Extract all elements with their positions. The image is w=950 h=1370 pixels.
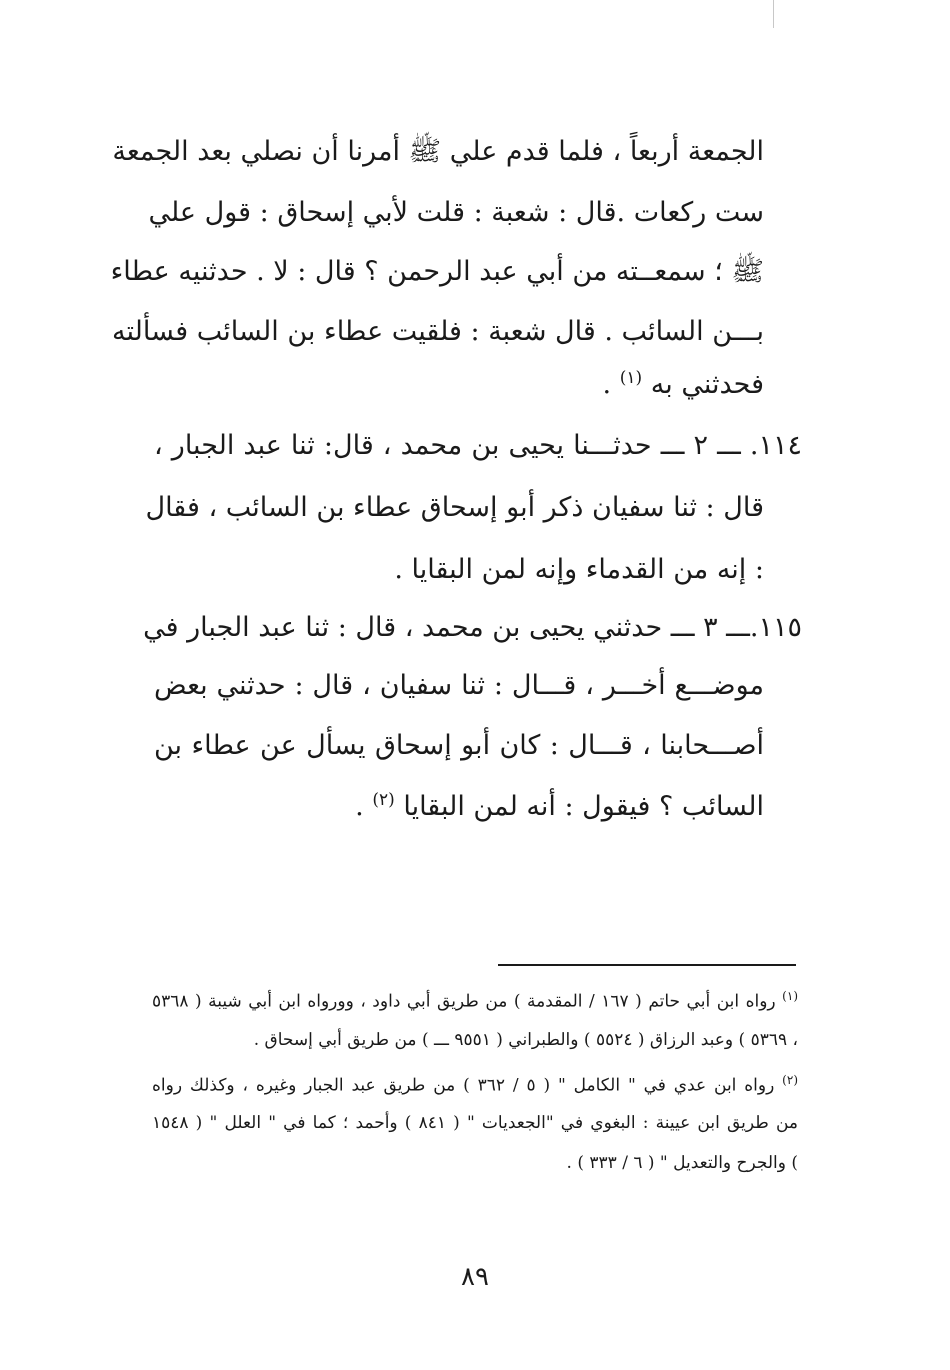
footnote-ref-2[interactable]: (٢): [372, 790, 395, 810]
footnote-1-text: رواه ابن أبي حاتم ( ١٦٧ / المقدمة ) من طريق أبي داود ، وورواه ابن أبي شيبة ( ٥٣٦٨: [152, 991, 776, 1012]
hadith-115-line-1: ١١٥.ـــ ٣ ـــ حدثني يحيى بن محمد ، قال : ثنا عبد الجبار في: [143, 612, 802, 643]
body-line-1: الجمعة أربعاً ، فلما قدم علي ﷺ أمرنا أن نصلي بعد الجمعة: [112, 136, 764, 167]
footnote-1-number: (١): [782, 989, 798, 1003]
hadith-114-line-3: : إنه من القدماء وإنه لمن البقايا .: [394, 554, 764, 585]
footnote-1-line-1: [152, 989, 798, 1012]
footnote-2-text: رواه ابن عدي في " الكامل " ( ٥ / ٣٦٢ ) من طريق عبد الجبار وغيره ، وكذلك رواه: [152, 1075, 775, 1096]
body-line-5-text: فحدثني به: [650, 369, 764, 400]
footnote-2-line-3: ) والجرح والتعديل " ( ٦ / ٣٣٣ ) .: [566, 1153, 798, 1173]
footnote-2-line-1: [152, 1073, 798, 1096]
footnote-ref-1[interactable]: (١): [619, 368, 643, 388]
hadith-115-line-4-tail: .: [355, 791, 364, 822]
hadith-115-line-3: أصـــحابنا ، قـــال : كان أبو إسحاق يسأل عن عطاء بن: [154, 730, 764, 761]
footnote-separator: [498, 964, 796, 966]
body-line-2: ست ركعات .قال : شعبة : قلت لأبي إسحاق : قول علي: [148, 197, 764, 228]
hadith-114-line-2: قال : ثنا سفيان ذكر أبو إسحاق عطاء بن السائب ، فقال: [145, 492, 764, 523]
body-line-5: [603, 368, 764, 400]
body-line-5-tail: .: [602, 369, 612, 400]
hadith-115-line-2: موضـــع أخـــر ، قـــال : ثنا سفيان ، قال : حدثني بعض: [154, 670, 764, 701]
footnote-2-line-2: من طريق ابن عيينة : البغوي في "الجعديات " ( ٨٤١ ) وأحمد ؛ كما في " العلل " ( ١٥٤٨: [152, 1113, 798, 1133]
hadith-114-line-1: ١١٤. ـــ ٢ ـــ حدثـــنا يحيى بن محمد ، قال: ثنا عبد الجبار ،: [154, 430, 803, 461]
footnote-1-line-2: ، ٥٣٦٩ ) وعبد الرزاق ( ٥٥٢٤ ) والطبراني ( ٩٥٥١ ـــ ) من طريق أبي إسحاق .: [253, 1030, 798, 1050]
body-line-3: ﷺ ؛ سمعــته من أبي عبد الرحمن ؟ قال : لا . حدثنيه عطاء: [110, 256, 764, 287]
scan-edge-mark: [773, 0, 774, 28]
hadith-115-line-4-text: السائب ؟ فيقول : أنه لمن البقايا: [403, 791, 764, 822]
page-number: ٨٩: [461, 1262, 489, 1292]
body-line-4: بـــن السائب . قال شعبة : فلقيت عطاء بن السائب فسألته: [112, 316, 764, 347]
footnote-2-number: (٢): [782, 1073, 798, 1087]
hadith-115-line-4: [355, 790, 764, 822]
